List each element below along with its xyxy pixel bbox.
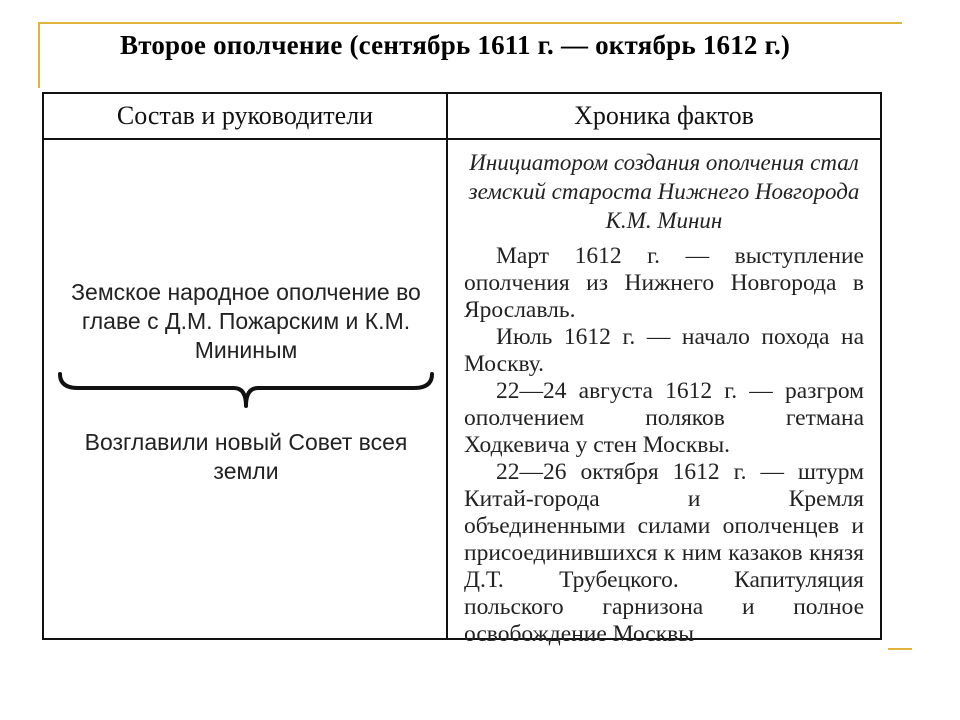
column-divider bbox=[446, 94, 448, 638]
header-divider bbox=[44, 138, 880, 140]
header-chronicle: Хроника фактов bbox=[574, 101, 754, 130]
composition-text: Земское народное ополчение во главе с Д.М. Пожарским и К.М. Мининым bbox=[71, 279, 421, 363]
initiator-text: Инициатором создания ополчения стал земский староста Нижнего Новгорода К.М. Минин bbox=[468, 150, 860, 233]
council-text: Возглавили новый Совет всея земли bbox=[84, 429, 408, 484]
chronicle-table bbox=[42, 92, 882, 647]
accent-line-top bbox=[40, 22, 902, 24]
accent-line-bottom bbox=[888, 648, 912, 650]
header-composition: Состав и руководители bbox=[116, 101, 374, 130]
accent-line-left bbox=[38, 22, 40, 88]
event-item: 22—26 октября 1612 г. — штурм Китай-города и Кремля объединенными силами ополченцев и присоединившихся к ним казаков князя Д.Т. Трубецкого. Капитуляция польского гарнизона и полное освобождение Москвы bbox=[464, 459, 864, 647]
event-item: Март 1612 г. — выступление ополчения из Нижнего Новгорода в Ярославль. bbox=[464, 243, 864, 323]
slide-title: Второе ополчение (сентябрь 1611 г. — октябрь 1612 г.) bbox=[120, 30, 791, 60]
event-item: 22—24 августа 1612 г. — разгром ополчением поляков гетмана Ходкевича у стен Москвы. bbox=[464, 378, 864, 458]
events-list bbox=[464, 243, 864, 648]
curly-brace-icon bbox=[56, 372, 436, 412]
event-item: Июль 1612 г. — начало похода на Москву. bbox=[464, 324, 864, 377]
chronicle-column bbox=[464, 148, 864, 648]
